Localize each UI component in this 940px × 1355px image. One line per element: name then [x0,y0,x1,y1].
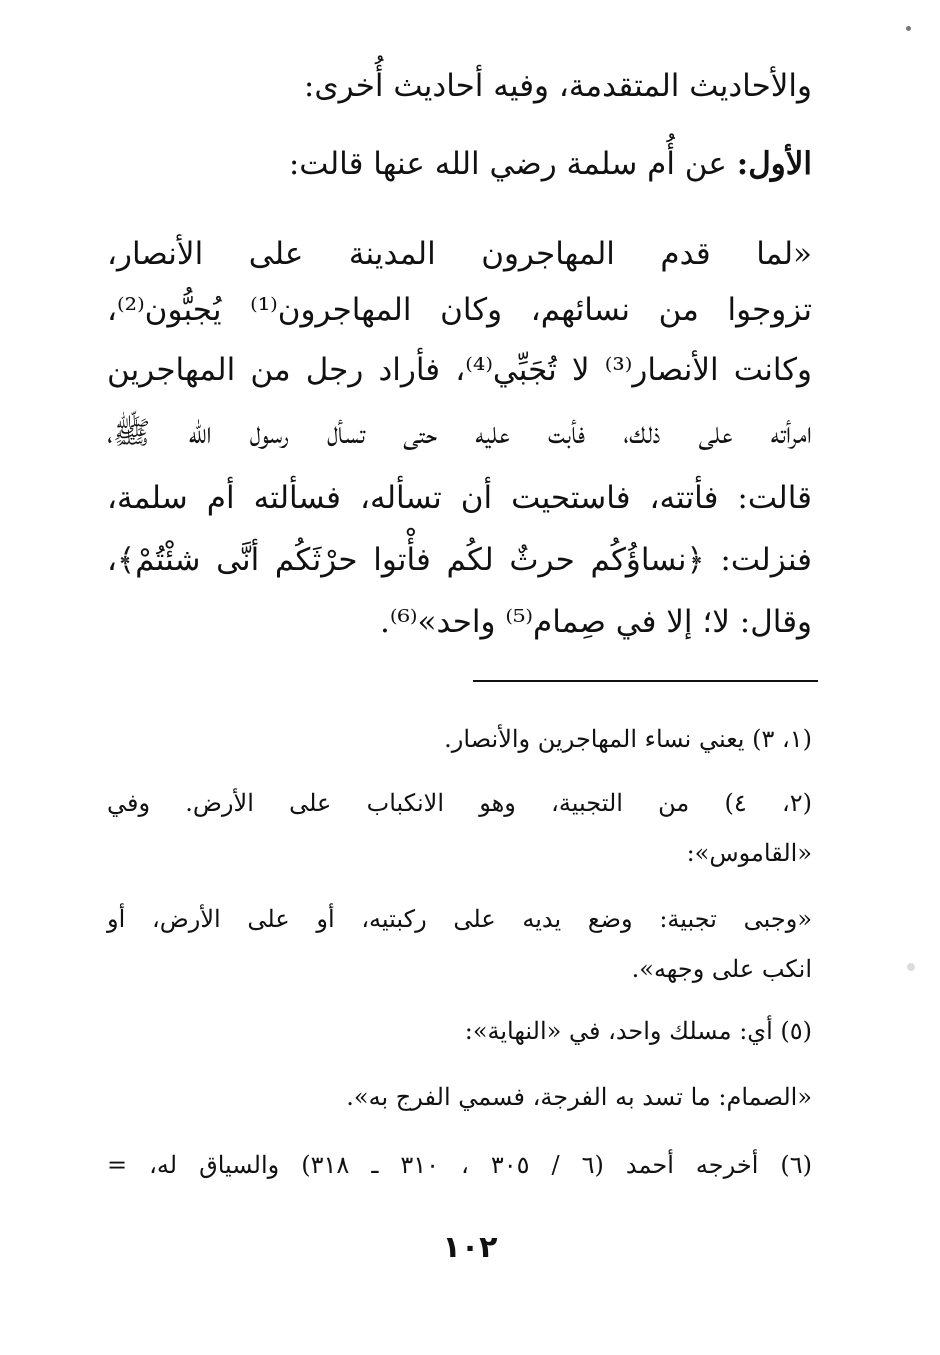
footnote-1-3: (١، ٣) يعني نساء المهاجرين والأنصار. [444,725,812,753]
hadith-heading [112,144,812,184]
footnote-dictionary-quote: «وجبى تجبية: وضع يديه على ركبتيه، أو على الأرض، أو [107,905,812,933]
intro-line: والأحاديث المتقدمة، وفيه أحاديث أُخرى: [303,68,812,104]
scan-mark [906,26,911,31]
hadith-line: «لما قدم المهاجرون المدينة على الأنصار، [107,236,812,272]
hadith-line: قالت: فأتته، فاستحيت أن تسأله، فسألته أم سلمة، [107,480,812,516]
footnote-5-quote: «الصمام: ما تسد به الفرجة، فسمي الفرج به». [346,1083,812,1111]
footnote-5: (٥) أي: مسلك واحد، في «النهاية»: [464,1017,812,1045]
hadith-line: تزوجوا من نسائهم، وكان المهاجرون⁽¹⁾ يُجبُّون⁽²⁾، [107,292,812,328]
footnote-dictionary-quote-end: انكب على وجهه». [631,955,812,983]
hadith-line: امرأته على ذلك، فأبت عليه حتى تسأل رسول الله ﷺ، [107,415,812,451]
hadith-number-label: الأول: [736,146,812,182]
footnote-2-4-continued: «القاموس»: [686,839,812,867]
footnote-6: (٦) أخرجه أحمد (٦ / ٣٠٥ ، ٣١٠ ـ ٣١٨) والسياق له، = [107,1151,813,1179]
hadith-line: وكانت الأنصار⁽³⁾ لا تُجَبِّي⁽⁴⁾، فأراد رجل من المهاجرين [107,352,812,388]
scan-mark [907,963,915,971]
hadith-line: فنزلت: ﴿نساؤُكُم حرثٌ لكُم فأْتوا حرْثَكُم أنَّى شئْتُمْ﴾، [107,542,812,578]
hadith-line: وقال: لا؛ إلا في صِمام⁽⁵⁾ واحد»⁽⁶⁾. [379,604,812,640]
footnote-divider [473,680,818,682]
footnote-2-4: (٢، ٤) من التجبية، وهو الانكباب على الأرض. وفي [107,789,812,817]
hadith-narrator: عن أُم سلمة رضي الله عنها قالت: [288,146,737,182]
page-number: ١٠٢ [442,1230,498,1265]
